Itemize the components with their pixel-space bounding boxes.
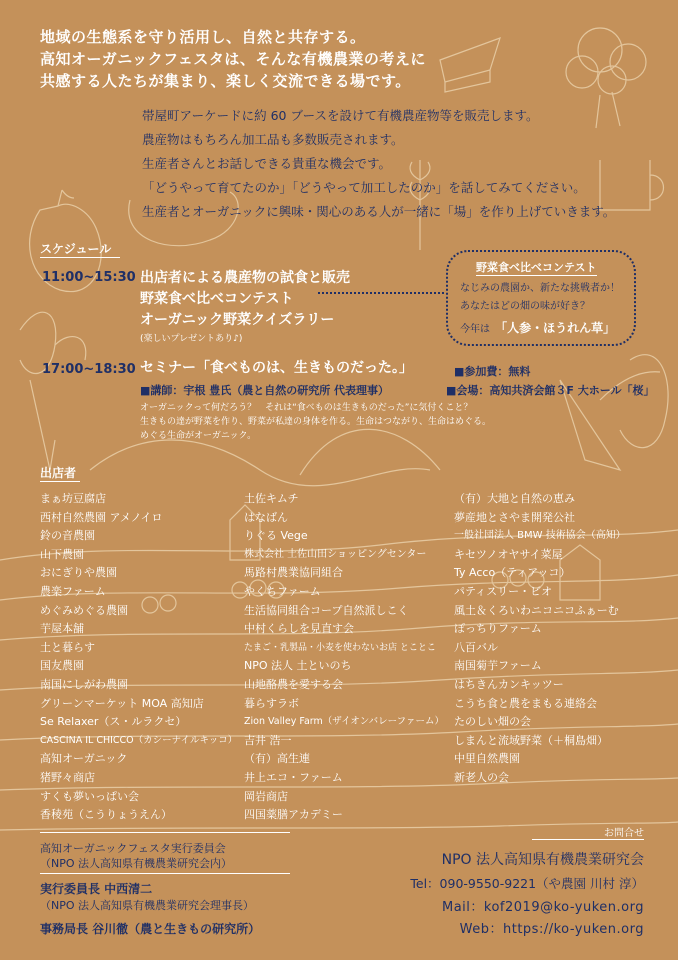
vendor-item: 株式会社 土佐山田ショッピングセンター (244, 548, 427, 560)
schedule-item: オーガニック野菜クイズラリー (140, 312, 335, 328)
vendor-item: 一般社団法人 BMW 技術協会（高知） (454, 530, 626, 542)
seminar-venue: ■会場：高知共済会館３F 大ホール「桜」 (446, 384, 655, 397)
vendor-item: 高知オーガニック (40, 752, 128, 766)
vendor-item: たのしい畑の会 (454, 715, 531, 729)
vendor-item: 暮らすラボ (244, 696, 299, 710)
description-line: 生産者とオーガニックに興味・関心のある人が一緒に「場」を作り上げていきます。 (142, 204, 616, 219)
vendor-item: やくちファーム (244, 584, 321, 598)
vendor-item: NPO 法人 土といのち (244, 659, 352, 673)
vendor-item: 西村自然農園 アメノイロ (40, 510, 163, 524)
inquiry-label: お問合せ (604, 828, 644, 839)
vendor-item: すくも夢いっぱい会 (40, 789, 139, 803)
vendor-item: （有）大地と自然の恵み (454, 492, 575, 505)
vendor-item: 香稜苑（こうりょうえん） (40, 808, 172, 822)
vendor-item: まぁ坊豆腐店 (40, 492, 106, 505)
vendor-item: 吉井 浩一 (244, 733, 292, 747)
vendor-item: キセツノオヤサイ菜屋 (454, 547, 563, 561)
contest-title: 野菜食べ比べコンテスト (476, 261, 597, 274)
vendor-item: 井上エコ・ファーム (244, 770, 343, 784)
vendor-item: ぽっちりファーム (454, 622, 542, 636)
organization-name: NPO 法人高知県有機農業研究会 (441, 852, 644, 868)
vendor-item: こうち食と農をまもる連絡会 (454, 696, 597, 710)
vendor-item: 山下農園 (40, 547, 84, 561)
schedule-time-1: 11:00~15:30 (42, 270, 136, 285)
seminar-desc-line: オーガニックって何だろう？ それは“食べものは生きものだった”に気付くこと？ (140, 403, 473, 413)
leafy-greens-icon (20, 312, 86, 470)
vendor-item: はなばん (244, 510, 288, 524)
seminar-desc-line: めぐる生命がオーガニック。 (140, 431, 257, 441)
description-block (142, 104, 615, 224)
vendor-item: 南国菊芋ファーム (454, 659, 542, 673)
schedule-label: スケジュール (40, 242, 112, 256)
vendor-column-2 (244, 490, 444, 825)
vendor-item: 猪野々商店 (40, 770, 95, 784)
schedule-item: 出店者による農産物の試食と販売 (140, 270, 350, 286)
vendor-item: （有）高生連 (244, 752, 310, 766)
schedule-item: 野菜食べ比べコンテスト (140, 291, 294, 307)
schedule-items-1 (140, 268, 350, 344)
description-line: 農産物はもちろん加工品も多数販売されます。 (142, 132, 404, 147)
vendor-item: 風土＆くろいわニコニコふぁーむ (454, 603, 619, 617)
description-line: 「どうやって育てたのか」「どうやって加工したのか」を話してみてください。 (142, 180, 586, 195)
cake-slice-icon (440, 38, 500, 92)
vendor-item: Ty Acco（ティアッコ） (454, 566, 571, 580)
vendor-item: 山地酪農を愛する会 (244, 677, 343, 691)
chairperson: 実行委員長 中西清二 (40, 882, 153, 896)
vendor-item: グリーンマーケット MOA 高知店 (40, 696, 204, 710)
secretary-general: 事務局長 谷川徹（農と生きもの研究所） (40, 922, 261, 936)
description-line: 生産者さんとお話しできる貴重な機会です。 (142, 156, 392, 171)
vendor-item: 岡岩商店 (244, 789, 288, 803)
inquiry-underline (532, 839, 644, 840)
intro-line-2: 高知オーガニックフェスタは、そんな有機農業の考えに (40, 50, 426, 68)
vendors-label: 出店者 (40, 466, 77, 480)
seminar-title: セミナー「食べものは、生きものだった。」 (140, 360, 413, 376)
vendors-label-underline (40, 481, 80, 482)
footer-divider-mid (40, 873, 290, 874)
contest-line-1: なじみの農園か、新たな挑戦者か！ (460, 283, 620, 294)
contest-line-2: あなたはどの畑の味が好き？ (460, 301, 590, 312)
intro-line-1: 地域の生態系を守り活用し、自然と共存する。 (40, 28, 366, 46)
intro-line-3: 共感する人たちが集まり、楽しく交流できる場です。 (40, 72, 411, 90)
intro-block (40, 26, 426, 92)
contact-mail[interactable]: Mail：kof2019@ko-yuken.org (442, 900, 644, 915)
vendor-item: パティスリー・ビオ (454, 584, 553, 598)
committee-name: 高知オーガニックフェスタ実行委員会 (40, 842, 226, 855)
radish-icon (620, 355, 668, 448)
vendor-item: 生活協同組合コープ自然派しこく (244, 603, 409, 617)
committee-affiliation: （NPO 法人高知県有機農業研究会内） (40, 857, 233, 870)
schedule-note: (楽しいプレゼントあり♪) (140, 334, 243, 344)
seminar-fee: ■参加費：無料 (454, 365, 531, 378)
vendor-item: 土と暮らす (40, 640, 95, 654)
seminar-desc-line: 生きもの達が野菜を作り、野菜が私達の身体を作る。生命はつながり、生命はめぐる。 (140, 417, 492, 427)
contest-line-3 (460, 317, 615, 336)
vendor-item: 四国薬膳アカデミー (244, 808, 343, 822)
chairperson-title: （NPO 法人高知県有機農業研究会理事長） (40, 899, 255, 912)
vendor-item: 鈴の音農園 (40, 529, 95, 543)
description-line: 帯屋町アーケードに約 60 ブースを設けて有機農産物等を販売します。 (142, 108, 539, 123)
vendor-item: 新老人の会 (454, 770, 509, 784)
contest-connector (318, 292, 444, 294)
contact-tel[interactable]: Tel：090-9550-9221（や農園 川村 淳） (410, 876, 644, 891)
vendor-item: しまんと流域野菜（＋桐島畑） (454, 733, 608, 747)
footer-divider-top (40, 832, 290, 833)
seminar-lecturer: ■講師：宇根 豊氏（農と自然の研究所 代表理事） (140, 384, 390, 397)
contest-box (446, 250, 636, 346)
vendor-item: おにぎりや農園 (40, 566, 117, 580)
seminar-description (140, 401, 491, 443)
vendor-item: たまご・乳製品・小麦を使わないお店 とことこ (244, 642, 436, 653)
contest-line-3-prefix: 今年は (460, 324, 490, 335)
vendor-item: 農楽ファーム (40, 584, 106, 598)
vendor-item: めぐみめぐる農園 (40, 603, 128, 617)
vendor-item: 南国にしがわ農園 (40, 677, 128, 691)
vendor-item: 中里自然農園 (454, 752, 520, 766)
vendor-item: りぐる Vege (244, 529, 308, 543)
vendor-item: Se Relaxer（ス・ルラクセ） (40, 715, 187, 729)
vendor-item: はちきんカンキッツー (454, 677, 564, 691)
vendor-item: 芋屋本舗 (40, 622, 84, 636)
vendor-column-3 (454, 490, 626, 788)
contest-vegetables: 「人参・ほうれん草」 (495, 321, 616, 335)
vendor-item: 中村くらしを見直す会 (244, 622, 354, 636)
vendor-item: 土佐キムチ (244, 492, 299, 505)
vendor-item: 八百バル (454, 640, 498, 654)
schedule-label-underline (40, 257, 120, 258)
vendor-item: 国友農園 (40, 659, 84, 673)
vendor-column-1 (40, 490, 237, 825)
contact-web[interactable]: Web：https://ko-yuken.org (459, 922, 644, 937)
vendor-item: CASCINA IL CHICCO（カシーナイルキッコ） (40, 734, 238, 746)
vendor-item: 馬路村農業協同組合 (244, 566, 343, 580)
vendor-item: Zion Valley Farm（ザイオンバレーファーム） (244, 716, 444, 728)
schedule-time-2: 17:00~18:30 (42, 362, 136, 377)
vendor-item: 夢産地とさやま開発公社 (454, 510, 575, 524)
